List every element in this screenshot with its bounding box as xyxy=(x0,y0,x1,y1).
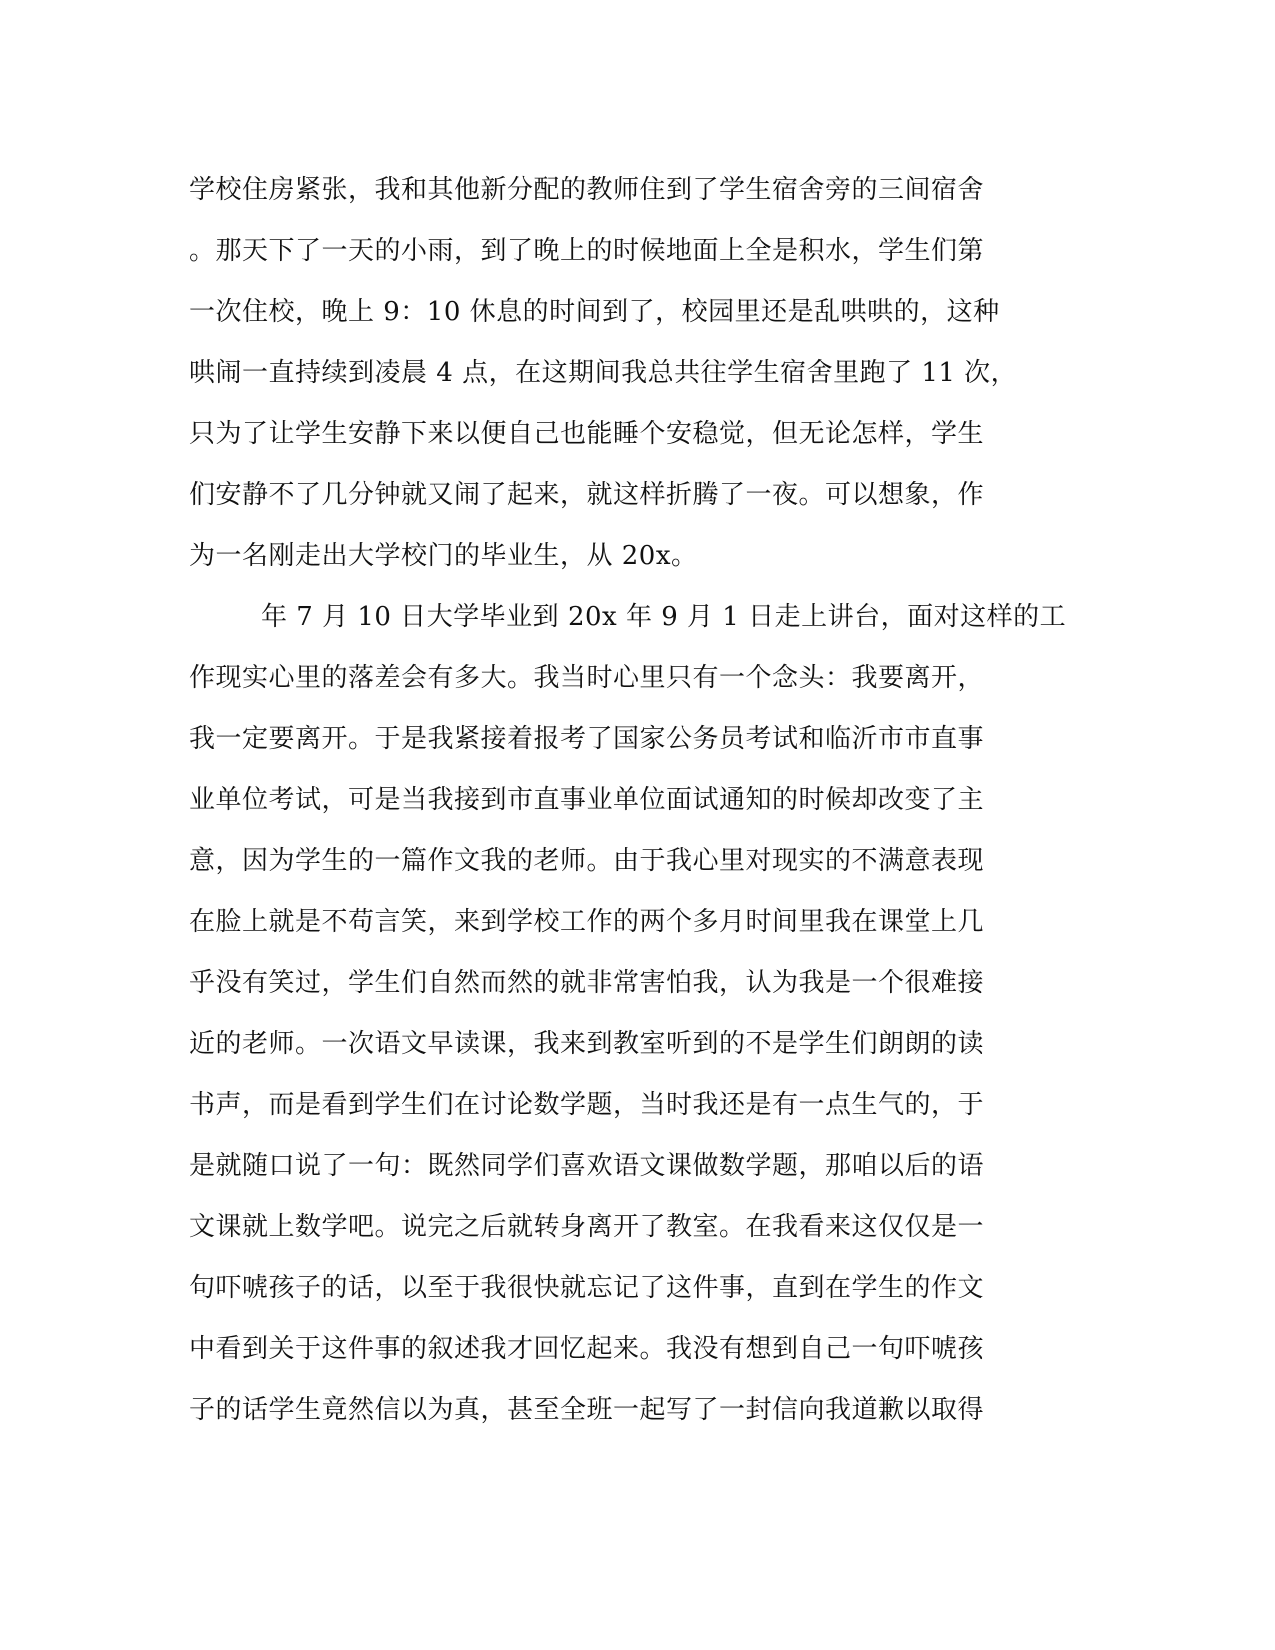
text-line: 一次住校，晚上 9：10 休息的时间到了，校园里还是乱哄哄的，这种 xyxy=(189,297,1000,327)
text-line: 近的老师。一次语文早读课，我来到教室听到的不是学生们朗朗的读 xyxy=(189,1029,985,1059)
text-line: 中看到关于这件事的叙述我才回忆起来。我没有想到自己一句吓唬孩 xyxy=(189,1334,985,1364)
text-line: 在脸上就是不苟言笑，来到学校工作的两个多月时间里我在课堂上几 xyxy=(189,907,985,937)
text-line: 。那天下了一天的小雨，到了晚上的时候地面上全是积水，学生们第 xyxy=(189,236,985,266)
text-line: 作现实心里的落差会有多大。我当时心里只有一个念头：我要离开， xyxy=(189,663,985,693)
text-line: 哄闹一直持续到凌晨 4 点，在这期间我总共往学生宿舍里跑了 11 次， xyxy=(189,358,1018,388)
text-line: 是就随口说了一句：既然同学们喜欢语文课做数学题，那咱以后的语 xyxy=(189,1151,985,1181)
text-line: 我一定要离开。于是我紧接着报考了国家公务员考试和临沂市市直事 xyxy=(189,724,985,754)
text-line: 只为了让学生安静下来以便自己也能睡个安稳觉，但无论怎样，学生 xyxy=(189,419,985,449)
text-line: 子的话学生竟然信以为真，甚至全班一起写了一封信向我道歉以取得 xyxy=(189,1395,985,1425)
paragraph-2 xyxy=(189,587,1089,1502)
text-line: 学校住房紧张，我和其他新分配的教师住到了学生宿舍旁的三间宿舍 xyxy=(189,175,985,205)
text-line: 们安静不了几分钟就又闹了起来，就这样折腾了一夜。可以想象，作 xyxy=(189,480,985,510)
document-body xyxy=(189,160,1089,1502)
text-line: 业单位考试，可是当我接到市直事业单位面试通知的时候却改变了主 xyxy=(189,785,985,815)
text-line: 年 7 月 10 日大学毕业到 20x 年 9 月 1 日走上讲台，面对这样的工 xyxy=(261,602,1067,632)
text-line: 乎没有笑过，学生们自然而然的就非常害怕我，认为我是一个很难接 xyxy=(189,968,985,998)
text-line: 书声，而是看到学生们在讨论数学题，当时我还是有一点生气的，于 xyxy=(189,1090,985,1120)
text-line: 句吓唬孩子的话，以至于我很快就忘记了这件事，直到在学生的作文 xyxy=(189,1273,985,1303)
text-line xyxy=(189,1441,1089,1502)
text-line: 文课就上数学吧。说完之后就转身离开了教室。在我看来这仅仅是一 xyxy=(189,1212,985,1242)
text-line: 为一名刚走出大学校门的毕业生，从 20x。 xyxy=(189,541,698,571)
text-line: 意，因为学生的一篇作文我的老师。由于我心里对现实的不满意表现 xyxy=(189,846,985,876)
paragraph-1 xyxy=(189,160,1089,587)
